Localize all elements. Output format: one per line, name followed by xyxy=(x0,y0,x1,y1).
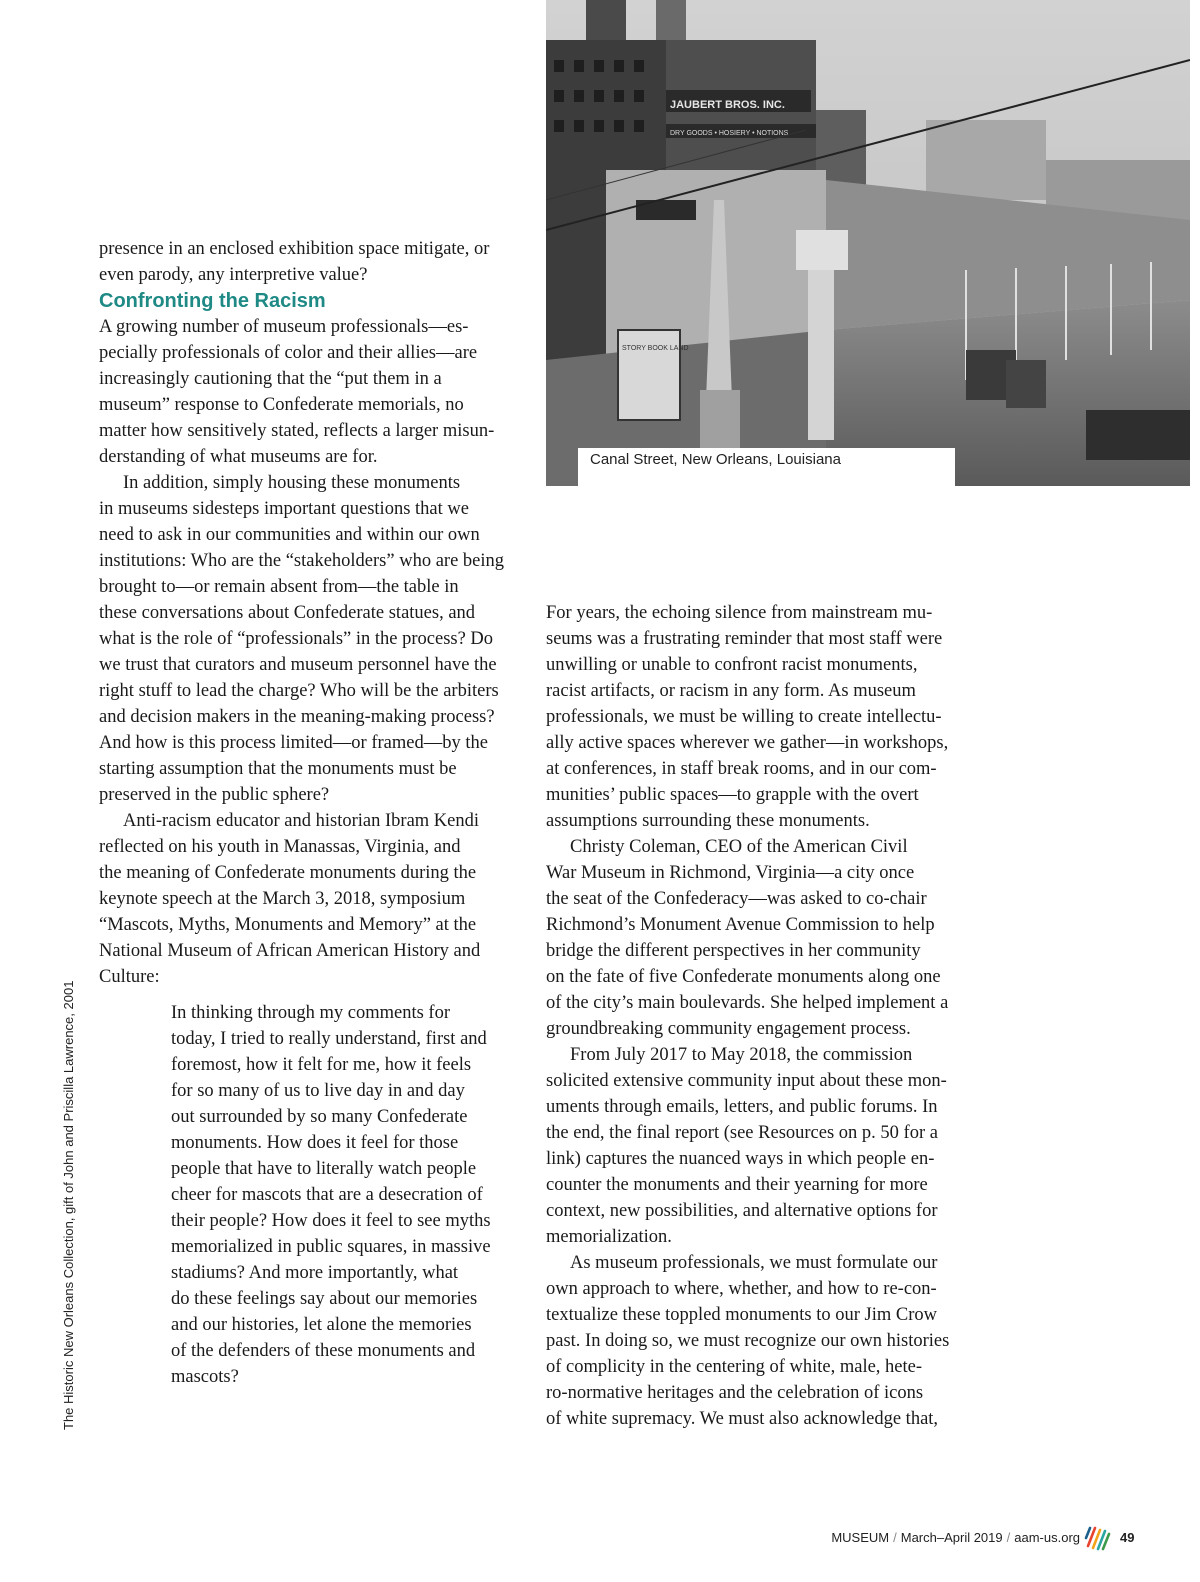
photo-credit: The Historic New Orleans Collection, gift of John and Priscilla Lawrence, 2001 xyxy=(61,980,76,1430)
jaubert-sign: JAUBERT BROS. INC. xyxy=(670,99,785,111)
paragraph-4: For years, the echoing silence from mainstream mu- seums was a frustrating reminder that most staff were unwilling or unable to confront racist monuments, racist artifacts, or racism in any form. As museum professionals, we must be willing to create intellectu- ally active spaces wherever we gather—in workshops, at conferences, in staff break rooms, and in our com- munities’ public spaces—to grapple with the overt assumptions surrounding these monuments. xyxy=(546,603,949,831)
aam-logo-icon xyxy=(1084,1522,1112,1552)
storybook-sign: STORY BOOK LAND xyxy=(622,345,689,352)
street-scene-illustration xyxy=(546,0,1190,486)
paragraph-6: From July 2017 to May 2018, the commission solicited extensive community input about these mon- uments through emails, letters, and public forums. In the end, the final report (see Resources on p. 50 for a link) captures the nuanced ways in which people en- counter the monuments and their yearning for more context, new possibilities, and alternative options for memorialization. xyxy=(546,1045,947,1247)
paragraph-5: Christy Coleman, CEO of the American Civil War Museum in Richmond, Virginia—a city once the seat of the Confederacy—was asked to co-chair Richmond’s Monument Avenue Commission to help bridge the different perspectives in her community on the fate of five Confederate monuments along one of the city’s main boulevards. She helped implement a groundbreaking community engagement process. xyxy=(546,837,949,1039)
page-footer xyxy=(831,1530,1080,1545)
footer-issue: March–April 2019 xyxy=(900,1530,1003,1545)
column-right xyxy=(546,600,976,1432)
footer-site-link[interactable]: aam-us.org xyxy=(1014,1530,1080,1545)
footer-separator: / xyxy=(1006,1530,1011,1545)
intro-paragraph: presence in an enclosed exhibition space mitigate, or even parody, any interpretive value? xyxy=(99,239,490,285)
footer-magazine: MUSEUM xyxy=(831,1530,890,1545)
section-heading: Confronting the Racism xyxy=(99,290,326,312)
block-quote: In thinking through my comments for today, I tried to really understand, first and foremost, how it felt for me, how it feels for so many of us to live day in and day out surrounded by so many Confederate monuments. How does it feel for those people that have to literally watch people cheer for mascots that are a desecration of their people? How does it feel to see myths memorialized in public squares, in massive stadiums? And more importantly, what do these feelings say about our memories and our histories, let alone the memories of the defenders of these monuments and mascots? xyxy=(171,1003,491,1387)
drygoods-sign: DRY GOODS • HOSIERY • NOTIONS xyxy=(670,130,789,137)
canal-street-photo xyxy=(546,0,1190,486)
paragraph-2: In addition, simply housing these monuments in museums sidesteps important questions that we need to ask in our communities and within our own institutions: Who are the “stakeholders” who are being brought to—or remain absent from—the table in these conversations about Confederate statues, and what is the role of “professionals” in the process? Do we trust that curators and museum personnel have the right stuff to lead the charge? Who will be the arbiters and decision makers in the meaning-making process? And how is this process limited—or framed—by the starting assumption that the monuments must be preserved in the public sphere? xyxy=(99,473,505,805)
photo-caption-box xyxy=(578,448,955,486)
photo-caption: Canal Street, New Orleans, Louisiana xyxy=(590,451,841,468)
paragraph-7: As museum professionals, we must formulate our own approach to where, whether, and how to re-con- textualize these toppled monuments to our Jim Crow past. In doing so, we must recognize our own histories of complicity in the centering of white, male, hete- ro-normative heritages and the celebration of icons of white supremacy. We must also acknowledge that, xyxy=(546,1253,950,1429)
footer-separator: / xyxy=(893,1530,897,1545)
column-left xyxy=(99,236,529,1390)
page-number: 49 xyxy=(1120,1530,1135,1545)
paragraph-1: A growing number of museum professionals—es- pecially professionals of color and their allies—are increasingly cautioning that the “put them in a museum” response to Confederate memorials, no matter how sensitively stated, reflects a larger misun- derstanding of what museums are for. xyxy=(99,317,495,467)
paragraph-3: Anti-racism educator and historian Ibram Kendi reflected on his youth in Manassas, Virginia, and the meaning of Confederate monuments during the keynote speech at the March 3, 2018, symposium “Mascots, Myths, Monuments and Memory” at the National Museum of African American History and Culture: xyxy=(99,811,481,987)
